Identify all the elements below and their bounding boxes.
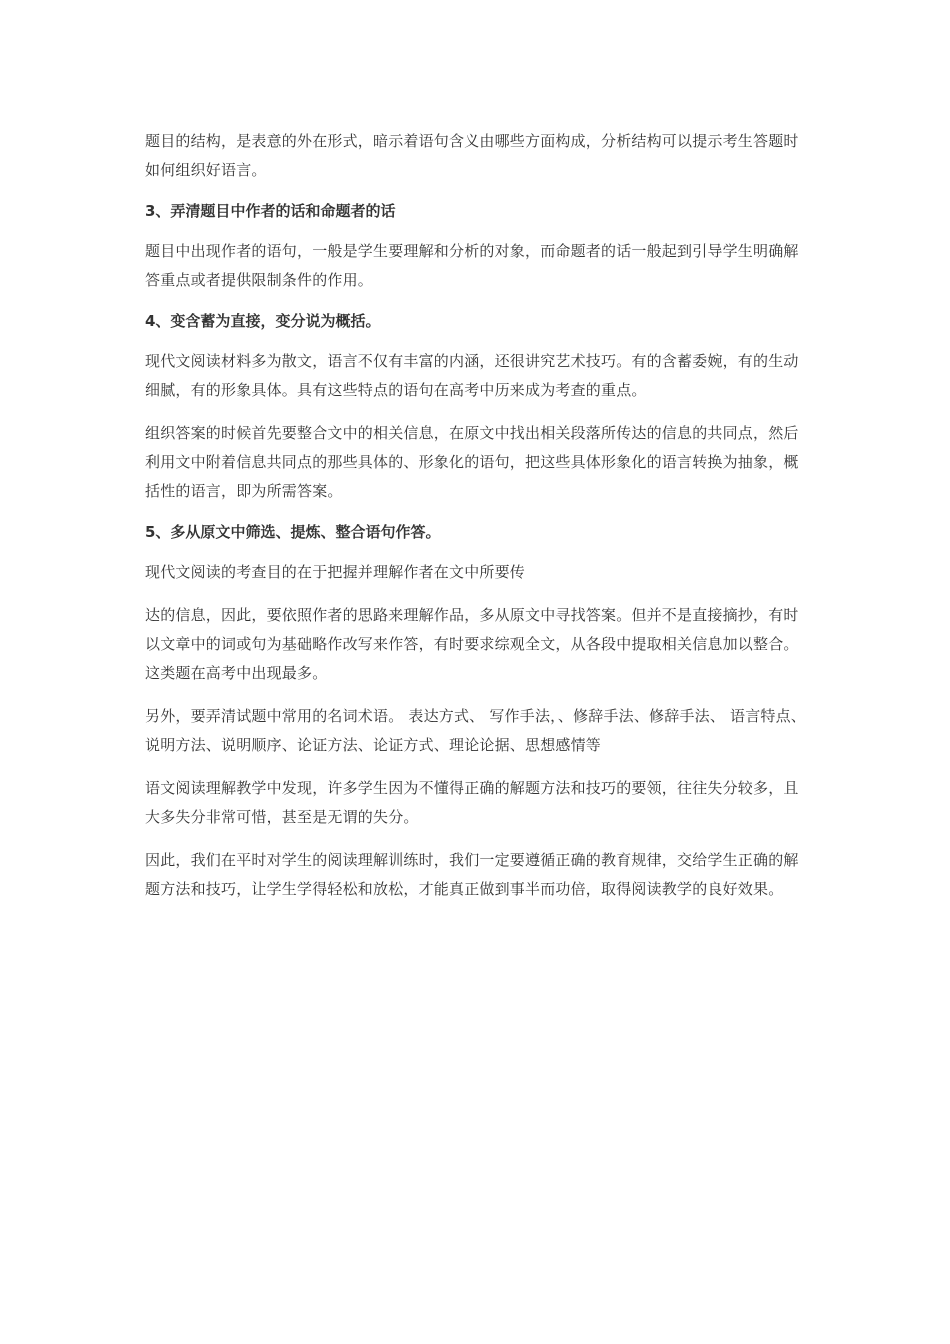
paragraph: 达的信息，因此，要依照作者的思路来理解作品，多从原文中寻找答案。但并不是直接摘抄，有时以文章中的词或句为基础略作改写来作答，有时要求综观全文，从各段中提取相关信息加以整合。这类题在高考中出现最多。 — [145, 606, 799, 682]
paragraph: 组织答案的时候首先要整合文中的相关信息，在原文中找出相关段落所传达的信息的共同点，然后利用文中附着信息共同点的那些具体的、形象化的语句，把这些具体形象化的语言转换为抽象，概括性的语言，即为所需答案。 — [145, 424, 799, 500]
paragraph: 现代文阅读材料多为散文，语言不仅有丰富的内涵，还很讲究艺术技巧。有的含蓄委婉，有的生动细腻，有的形象具体。具有这些特点的语句在高考中历来成为考查的重点。 — [145, 352, 799, 399]
paragraph: 因此，我们在平时对学生的阅读理解训练时，我们一定要遵循正确的教育规律，交给学生正确的解题方法和技巧，让学生学得轻松和放松，才能真正做到事半而功倍，取得阅读教学的良好效果。 — [145, 851, 799, 898]
paragraph: 语文阅读理解教学中发现，许多学生因为不懂得正确的解题方法和技巧的要领，往往失分较多，且大多失分非常可惜，甚至是无谓的失分。 — [145, 779, 799, 826]
section-heading: 3、弄清题目中作者的话和命题者的话 — [145, 202, 396, 220]
document-body — [145, 127, 810, 918]
paragraph: 另外，要弄清试题中常用的名词术语。 表达方式、 写作手法，、修辞手法、修辞手法、 语言特点、 说明方法、说明顺序、论证方法、论证方式、理论论据、思想感情等 — [145, 707, 807, 754]
paragraph: 题目中出现作者的语句，一般是学生要理解和分析的对象，而命题者的话一般起到引导学生明确解答重点或者提供限制条件的作用。 — [145, 242, 799, 289]
section-heading: 5、多从原文中筛选、提炼、整合语句作答。 — [145, 523, 441, 541]
paragraph: 现代文阅读的考查目的在于把握并理解作者在文中所要传 — [145, 563, 526, 581]
paragraph: 题目的结构，是表意的外在形式，暗示着语句含义由哪些方面构成，分析结构可以提示考生答题时如何组织好语言。 — [145, 132, 799, 179]
section-heading: 4、变含蓄为直接，变分说为概括。 — [145, 312, 381, 330]
